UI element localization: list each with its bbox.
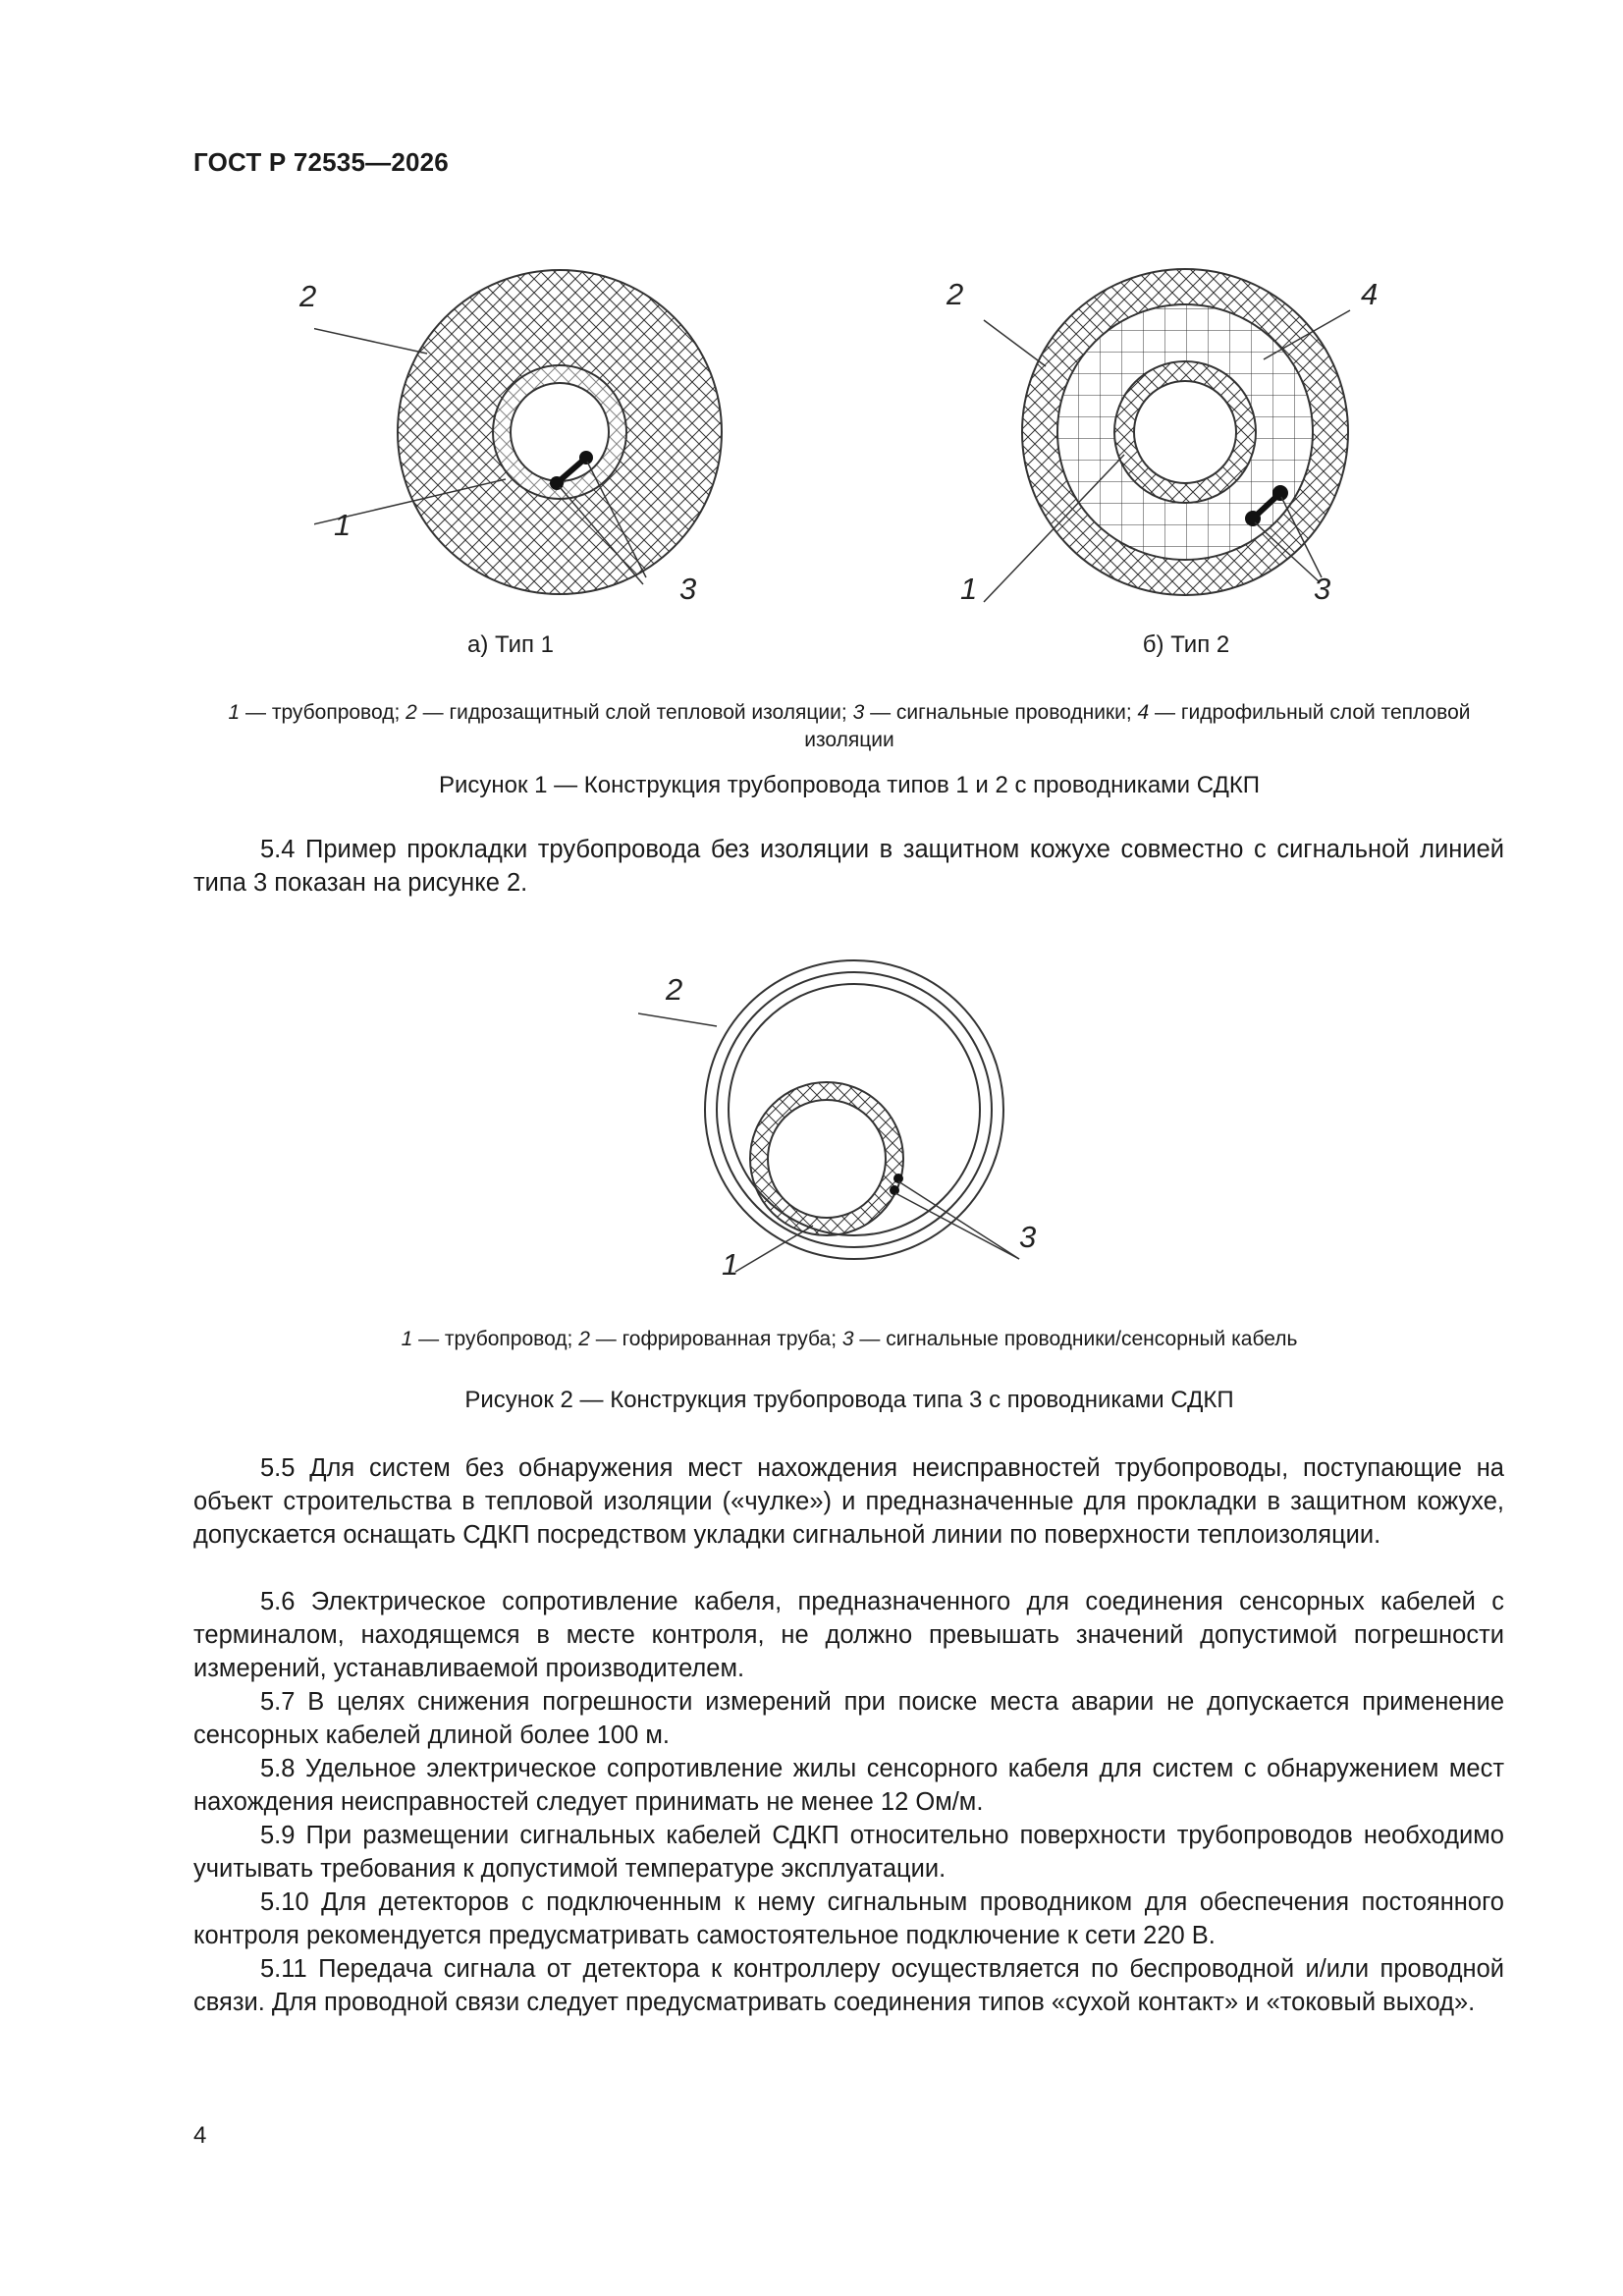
figure-1b-label: б) Тип 2 <box>1142 631 1230 658</box>
paragraph-5-7: 5.7 В целях снижения погрешности измерений при поиске места аварии не допускается применение сенсорных кабелей длиной более 100 м. <box>193 1688 1504 1749</box>
callout-1: 1 <box>722 1247 739 1282</box>
paragraph-5-5: 5.5 Для систем без обнаружения мест нахождения неисправностей трубопроводы, поступающие на объект строительства в тепловой изоляции («чулке») и предназначенные для прокладки в защитном кожухе, допускается оснащать СДКП посредством укладки сигнальной линии по поверхности теплоизоляции. <box>193 1454 1504 1549</box>
callout-4: 4 <box>1361 277 1379 311</box>
figure-2-legend: 1 — трубопровод; 2 — гофрированная труба; 3 — сигнальные проводники/сенсорный кабель <box>401 1328 1298 1350</box>
paragraph-5-4: 5.4 Пример прокладки трубопровода без изоляции в защитном кожухе совместно с сигнальной линией типа 3 показан на рисунке 2. <box>193 836 1504 897</box>
figure-1-caption: Рисунок 1 — Конструкция трубопровода типов 1 и 2 с проводниками СДКП <box>438 772 1261 798</box>
paragraph-5-10: 5.10 Для детекторов с подключенным к нему сигнальным проводником для обеспечения постоянного контроля рекомендуется предусматривать самостоятельное подключение к сети 220 В. <box>193 1888 1504 1949</box>
callout-2: 2 <box>947 277 964 311</box>
figure-1a-label: а) Тип 1 <box>466 631 555 658</box>
document-header: ГОСТ Р 72535—2026 <box>193 147 449 177</box>
callout-1: 1 <box>334 508 352 542</box>
callout-2: 2 <box>666 972 683 1007</box>
page-number: 4 <box>193 2122 207 2149</box>
callout-3: 3 <box>1019 1220 1037 1254</box>
paragraph-5-11: 5.11 Передача сигнала от детектора к контроллеру осуществляется по беспроводной и/или проводной связи. Для проводной связи следует предусматривать соединения типов «сухой контакт» и «токовый выход». <box>193 1955 1504 2016</box>
paragraph-5-8: 5.8 Удельное электрическое сопротивление жилы сенсорного кабеля для систем с обнаружением мест нахождения неисправностей следует принимать не менее 12 Ом/м. <box>193 1755 1504 1816</box>
figure-1a-callouts <box>295 265 727 619</box>
callout-3: 3 <box>679 572 697 606</box>
callout-1: 1 <box>960 572 978 606</box>
callout-2: 2 <box>299 279 317 313</box>
figure-2-callouts <box>648 962 1060 1296</box>
figure-2-caption: Рисунок 2 — Конструкция трубопровода типа 3 с проводниками СДКП <box>464 1387 1234 1413</box>
figure-1-legend: 1 — трубопровод; 2 — гидрозащитный слой тепловой изоляции; 3 — сигнальные проводники; 4 — гидрофильный слой тепловой изоляции <box>228 701 1471 751</box>
paragraph-5-9: 5.9 При размещении сигнальных кабелей СДКП относительно поверхности трубопроводов необходимо учитывать требования к допустимой температуре эксплуатации. <box>193 1822 1504 1883</box>
paragraph-5-6: 5.6 Электрическое сопротивление кабеля, предназначенного для соединения сенсорных кабелей с терминалом, находящемся в месте контроля, не должно превышать значений допустимой погрешности измерений, устанавливаемой производителем. <box>193 1588 1504 1682</box>
figure-1b-callouts <box>943 265 1414 619</box>
callout-3: 3 <box>1314 572 1331 606</box>
